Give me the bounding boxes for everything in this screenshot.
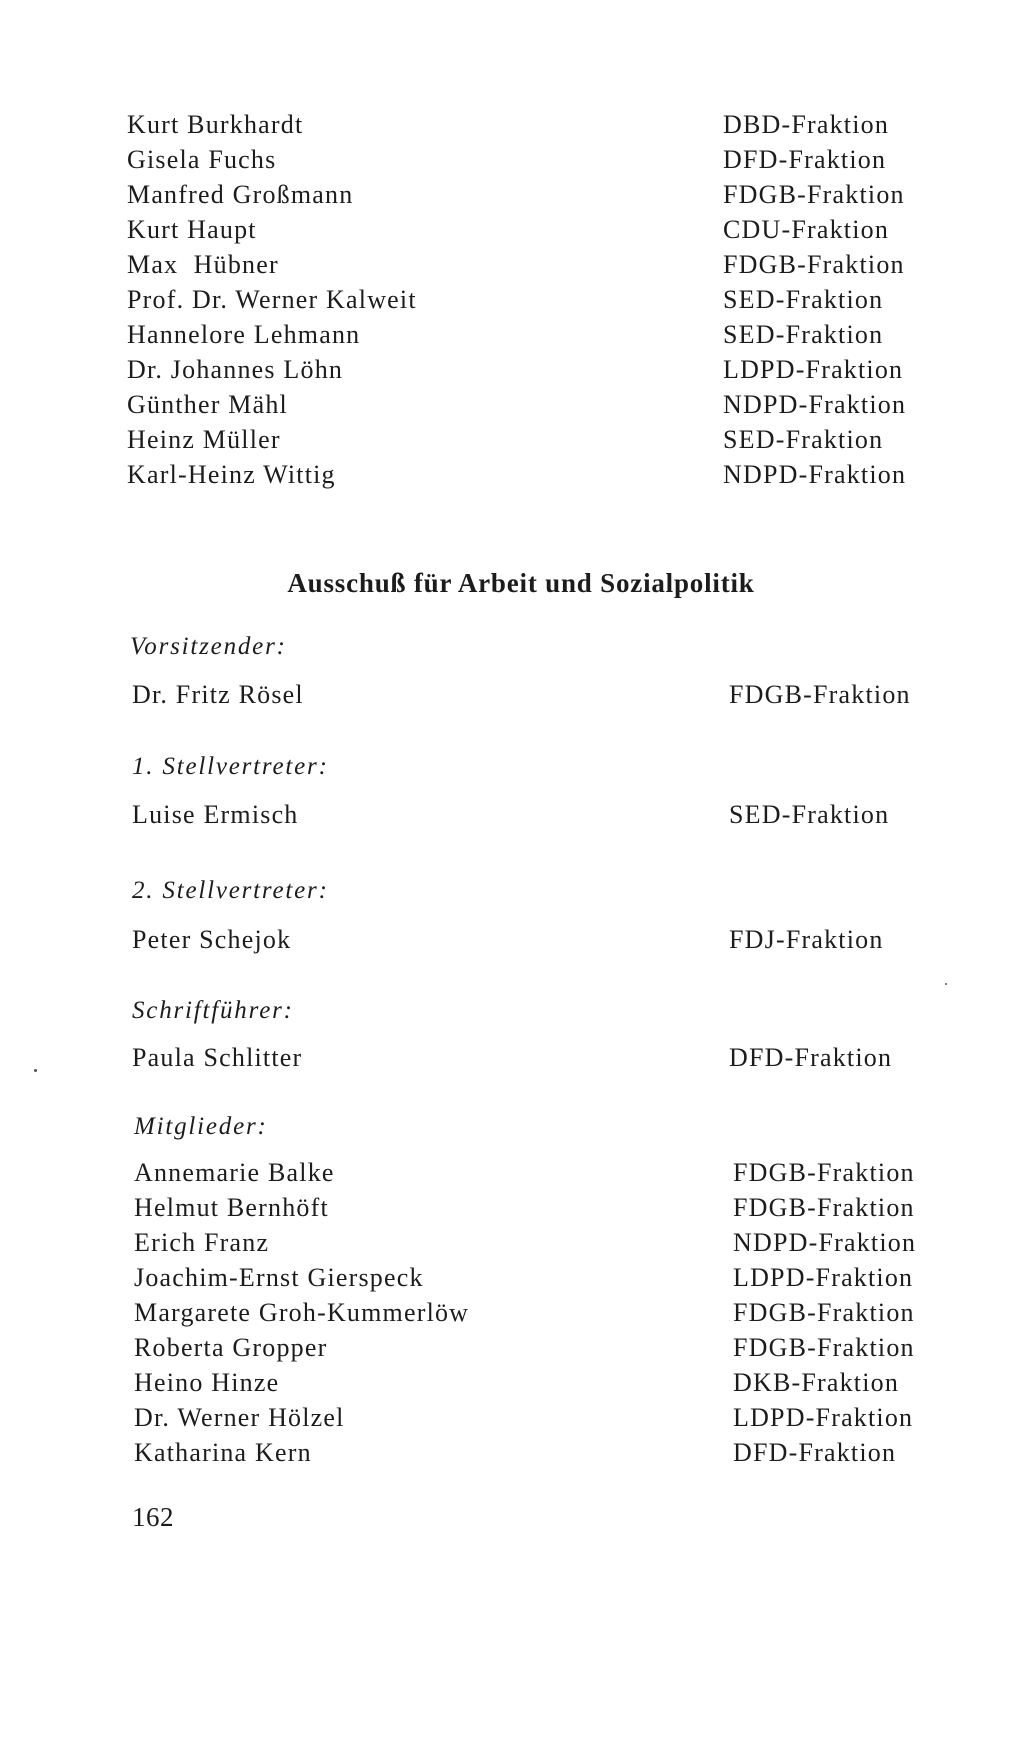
member-name: Helmut Bernhöft — [134, 1193, 329, 1222]
list-item — [0, 213, 1024, 247]
member-party: DFD-Fraktion — [733, 1438, 897, 1467]
member-party: FDGB-Fraktion — [733, 1298, 915, 1327]
member-party: FDGB-Fraktion — [733, 1193, 915, 1222]
member-party: FDGB-Fraktion — [729, 680, 911, 709]
member-name: Gisela Fuchs — [127, 145, 277, 174]
member-party: SED-Fraktion — [723, 320, 884, 349]
member-name: Margarete Groh-Kummerlöw — [134, 1298, 470, 1327]
list-item — [0, 1401, 1024, 1435]
member-name: Dr. Fritz Rösel — [132, 680, 304, 709]
list-item — [0, 1261, 1024, 1295]
list-item — [0, 1156, 1024, 1190]
member-name: Kurt Burkhardt — [127, 110, 304, 139]
member-name: Roberta Gropper — [134, 1333, 328, 1362]
member-party: LDPD-Fraktion — [733, 1403, 914, 1432]
member-name: Heino Hinze — [134, 1368, 280, 1397]
member-party: FDGB-Fraktion — [723, 180, 905, 209]
members-label: Mitglieder: — [134, 1113, 268, 1140]
member-name: Joachim-Ernst Gierspeck — [134, 1263, 424, 1292]
member-party: CDU-Fraktion — [723, 215, 890, 244]
member-name: Hannelore Lehmann — [127, 320, 361, 349]
page-number: 162 — [132, 1502, 174, 1532]
list-item — [0, 318, 1024, 352]
deputy2-row — [0, 923, 1024, 957]
scan-speck — [34, 1069, 37, 1072]
member-name: Paula Schlitter — [132, 1043, 303, 1072]
chair-row — [0, 678, 1024, 712]
member-name: Prof. Dr. Werner Kalweit — [127, 285, 417, 314]
member-name: Günther Mähl — [127, 390, 288, 419]
member-name: Erich Franz — [134, 1228, 270, 1257]
list-item — [0, 423, 1024, 457]
secretary-row — [0, 1041, 1024, 1075]
list-item — [0, 1296, 1024, 1330]
member-party: FDGB-Fraktion — [733, 1333, 915, 1362]
member-party: LDPD-Fraktion — [733, 1263, 914, 1292]
member-name: Dr. Johannes Löhn — [127, 355, 344, 384]
member-party: NDPD-Fraktion — [733, 1228, 917, 1257]
list-item — [0, 178, 1024, 212]
member-name: Max Hübner — [127, 250, 279, 279]
member-party: FDGB-Fraktion — [723, 250, 905, 279]
member-name: Luise Ermisch — [132, 800, 299, 829]
member-name: Karl-Heinz Wittig — [127, 460, 336, 489]
member-party: SED-Fraktion — [729, 800, 890, 829]
member-name: Heinz Müller — [127, 425, 281, 454]
member-party: DFD-Fraktion — [729, 1043, 893, 1072]
list-item — [0, 1226, 1024, 1260]
member-party: SED-Fraktion — [723, 285, 884, 314]
member-party: DKB-Fraktion — [733, 1368, 900, 1397]
member-party: FDGB-Fraktion — [733, 1158, 915, 1187]
list-item — [0, 1331, 1024, 1365]
member-name: Manfred Großmann — [127, 180, 354, 209]
list-item — [0, 1191, 1024, 1225]
scan-speck — [945, 983, 947, 985]
list-item — [0, 143, 1024, 177]
committee-title: Ausschuß für Arbeit und Sozialpolitik — [287, 568, 755, 598]
member-party: DFD-Fraktion — [723, 145, 887, 174]
member-party: SED-Fraktion — [723, 425, 884, 454]
list-item — [0, 353, 1024, 387]
list-item — [0, 248, 1024, 282]
list-item — [0, 283, 1024, 317]
deputy1-row — [0, 798, 1024, 832]
list-item — [0, 108, 1024, 142]
member-party: LDPD-Fraktion — [723, 355, 904, 384]
chair-label: Vorsitzender: — [130, 633, 287, 660]
list-item — [0, 388, 1024, 422]
list-item — [0, 458, 1024, 492]
member-name: Peter Schejok — [132, 925, 292, 954]
deputy2-label: 2. Stellvertreter: — [132, 877, 329, 904]
member-name: Kurt Haupt — [127, 215, 257, 244]
member-party: NDPD-Fraktion — [723, 390, 907, 419]
list-item — [0, 1436, 1024, 1470]
member-name: Annemarie Balke — [134, 1158, 335, 1187]
member-party: FDJ-Fraktion — [729, 925, 884, 954]
deputy1-label: 1. Stellvertreter: — [132, 753, 329, 780]
list-item — [0, 1366, 1024, 1400]
member-party: DBD-Fraktion — [723, 110, 890, 139]
member-party: NDPD-Fraktion — [723, 460, 907, 489]
member-name: Katharina Kern — [134, 1438, 312, 1467]
secretary-label: Schriftführer: — [132, 997, 294, 1024]
member-name: Dr. Werner Hölzel — [134, 1403, 345, 1432]
